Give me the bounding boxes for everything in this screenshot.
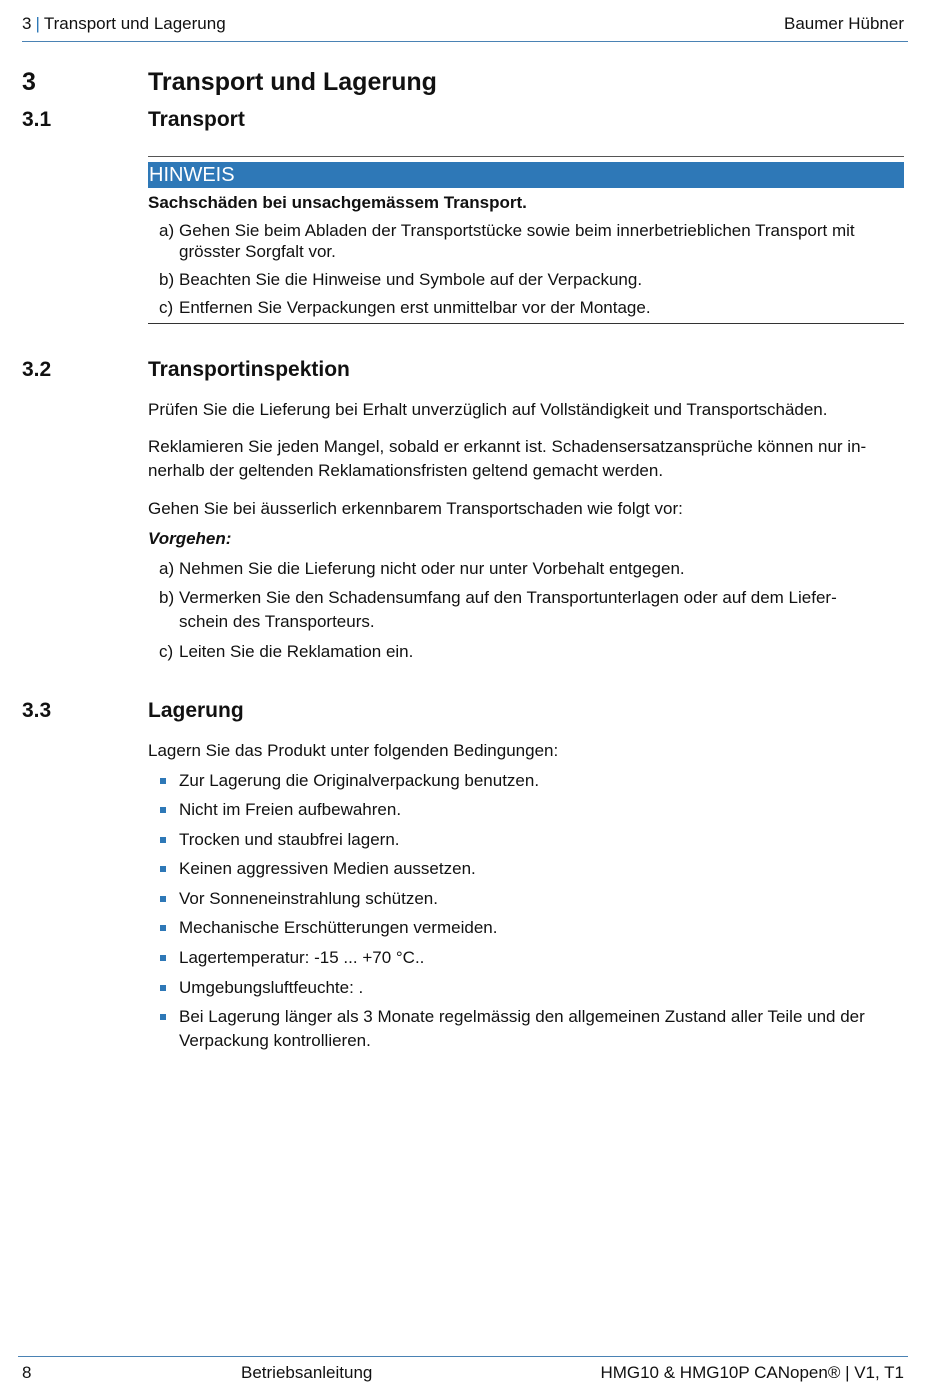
storage-condition [159,946,904,970]
bullet-square-icon [159,1005,179,1053]
header-chapter [22,14,226,34]
storage-condition [159,857,904,881]
storage-condition [159,916,904,940]
storage-condition [159,1005,904,1053]
notice-item-marker: b) [159,270,175,289]
storage-condition [159,798,904,822]
notice-item-text: Gehen Sie beim Abladen der Transportstücke sowie beim innerbetrieblichen Transport mit grösster Sorgfalt vor. [179,221,855,261]
notice-item-text: Beachten Sie die Hinweise und Symbole auf der Verpackung. [179,270,643,289]
footer-page-number: 8 [22,1363,32,1382]
procedure-step-marker: b) [159,588,175,607]
header-chapter-number: 3 [22,14,32,33]
procedure-step [159,640,904,664]
notice-item-marker: c) [159,298,174,317]
section-inspection-number: 3.2 [22,358,52,381]
notice-item [159,268,904,292]
storage-condition-text: Lagertemperatur: -15 ... +70 °C.. [179,948,425,967]
storage-condition-text: Zur Lagerung die Originalverpackung benutzen. [179,771,540,790]
procedure-step-marker: c) [159,642,174,661]
section-inspection-title: Transportinspektion [148,358,350,381]
paragraph: Prüfen Sie die Lieferung bei Erhalt unverzüglich auf Vollständigkeit und Transportschäden. [148,400,828,419]
storage-condition [159,769,904,793]
storage-condition-text: Mechanische Erschütterungen vermeiden. [179,918,498,937]
header-separator: | [35,14,40,33]
notice-item-marker: a) [159,221,175,240]
bullet-square-icon [159,976,179,1000]
procedure-step-text: Leiten Sie die Reklamation ein. [179,642,414,661]
storage-condition-text: Nicht im Freien aufbewahren. [179,800,402,819]
section-transport-number: 3.1 [22,108,52,131]
header-company: Baumer Hübner [783,14,904,33]
bullet-square-icon [159,769,179,793]
footer-doc-type: Betriebsanleitung [241,1363,373,1382]
section-storage-title: Lagerung [148,699,244,722]
procedure-step-text: Nehmen Sie die Lieferung nicht oder nur unter Vorbehalt entgegen. [179,559,685,578]
header-chapter-title: Transport und Lagerung [43,14,226,33]
procedure-step [159,557,904,581]
notice-title: Sachschäden bei unsachgemässem Transport. [148,193,527,212]
procedure-step-text: Vermerken Sie den Schadensumfang auf den Transportunterlagen oder auf dem Lieferschein des Transporteurs. [179,588,837,631]
storage-condition [159,887,904,911]
paragraph: Reklamieren Sie jeden Mangel, sobald er erkannt ist. Schadensersatzansprüche können nur innerhalb der geltenden Reklamationsfristen geltend gemacht werden. [148,437,867,480]
section-transport-title: Transport [148,108,245,131]
page-header [22,12,908,42]
storage-condition-text: Umgebungsluftfeuchte: . [179,978,364,997]
page-footer [18,1356,908,1384]
bullet-square-icon [159,887,179,911]
bullet-square-icon [159,828,179,852]
storage-condition [159,828,904,852]
storage-condition-text: Keinen aggressiven Medien aussetzen. [179,859,476,878]
storage-condition-text: Vor Sonneneinstrahlung schützen. [179,889,438,908]
procedure-step-marker: a) [159,559,175,578]
notice-item-text: Entfernen Sie Verpackungen erst unmittelbar vor der Montage. [179,298,651,317]
procedure-label: Vorgehen: [148,529,232,548]
chapter-number: 3 [22,68,36,96]
notice-label: HINWEIS [148,162,904,188]
bullet-square-icon [159,857,179,881]
bullet-square-icon [159,916,179,940]
chapter-title: Transport und Lagerung [148,68,437,96]
procedure-step [159,586,874,634]
section-storage-number: 3.3 [22,699,52,722]
storage-intro: Lagern Sie das Produkt unter folgenden Bedingungen: [148,741,559,760]
bullet-square-icon [159,946,179,970]
storage-condition-text: Trocken und staubfrei lagern. [179,830,400,849]
storage-condition [159,976,904,1000]
paragraph: Gehen Sie bei äusserlich erkennbarem Transportschaden wie folgt vor: [148,499,683,518]
footer-product: HMG10 & HMG10P CANopen® | V1, T1 [600,1363,904,1382]
notice-item [159,220,904,262]
bullet-square-icon [159,798,179,822]
storage-condition-text: Bei Lagerung länger als 3 Monate regelmässig den allgemeinen Zustand aller Teile und der Verpackung kontrollieren. [179,1007,865,1050]
notice-item [159,296,904,320]
